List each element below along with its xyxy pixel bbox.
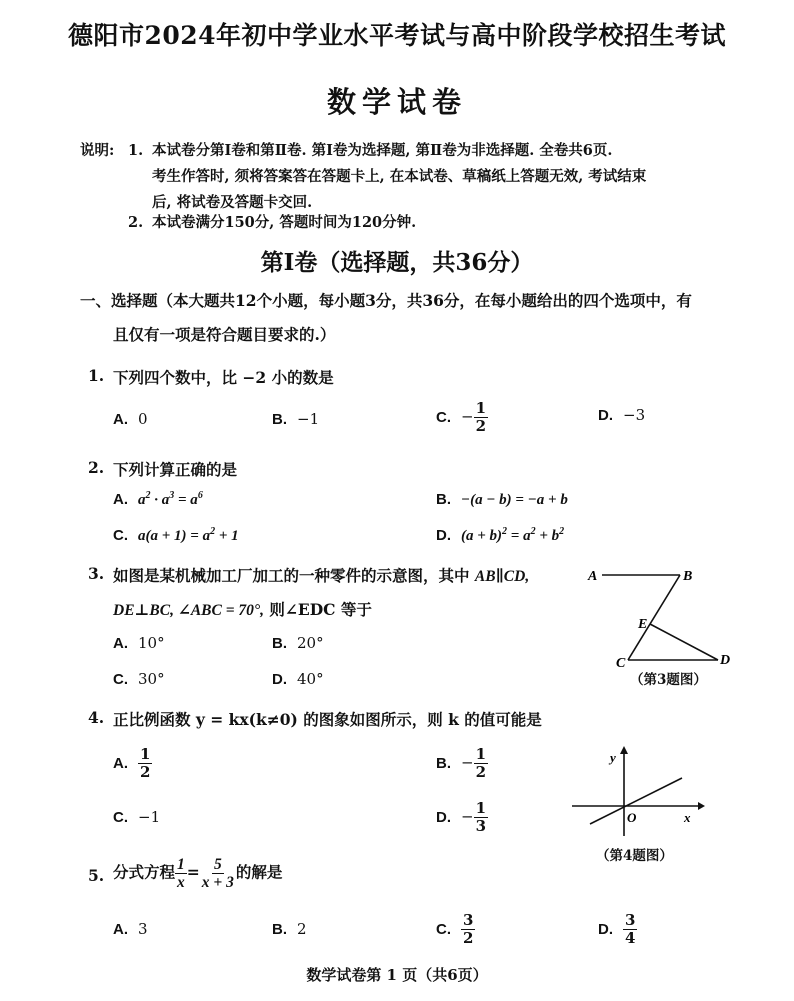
q4-figure-caption: （第4题图） (596, 848, 673, 864)
q4-x-arrow (698, 802, 705, 810)
q5-stem: 分式方程 $\frac{1}{x}$ = $\frac{5}{x + 3}$ 的解是 (113, 856, 283, 891)
q4-y-arrow (620, 746, 628, 754)
page-footer: 数学试卷第 1 页（共6页） (306, 966, 488, 984)
q4-number: 4. (88, 708, 105, 727)
notes-label: 说明: (80, 142, 115, 159)
section-heading-line2: 且仅有一项是符合题目要求的.） (113, 325, 336, 344)
q2-option-d: D. $(a + b)^2 = a^2 + b^2$ (436, 526, 565, 544)
notes-item1-num: 1. (128, 142, 144, 159)
q1-option-c: C. − $\frac{1}{2}$ (436, 399, 487, 435)
q3-stem-line1: 如图是某机械加工厂加工的一种零件的示意图，其中 AB∥CD, (113, 566, 530, 585)
q3-label-e: E (638, 617, 648, 632)
q4-label-origin: O (627, 810, 637, 825)
q5-number: 5. (88, 866, 105, 885)
q5-option-c: C. $\frac{3}{2}$ (436, 911, 474, 947)
q2-option-c: C. $a(a + 1) = a^2 + 1$ (113, 526, 239, 544)
q3-label-a: A (588, 569, 598, 584)
section-title: 第Ⅰ卷（选择题，共36分） (260, 249, 534, 276)
q3-label-b: B (683, 569, 693, 584)
notes-item1-line1: 本试卷分第Ⅰ卷和第Ⅱ卷. 第Ⅰ卷为选择题, 第Ⅱ卷为非选择题. 全卷共6页. (152, 142, 613, 159)
q3-option-b: B. 20° (272, 634, 324, 652)
q3-label-d: D (720, 653, 731, 668)
q5-option-a: A. 3 (113, 920, 148, 938)
q1-stem: 下列四个数中，比 −2 小的数是 (113, 368, 334, 387)
q2-option-b: B. −(a − b) = −a + b (436, 491, 568, 508)
q4-stem: 正比例函数 y = kx(k≠0) 的图象如图所示，则 k 的值可能是 (113, 710, 542, 729)
notes-item2-num: 2. (128, 214, 144, 231)
q2-stem: 下列计算正确的是 (113, 460, 238, 479)
section-heading-line1: 一、选择题（本大题共12个小题，每小题3分，共36分，在每小题给出的四个选项中，有 (80, 291, 692, 310)
q3-option-c: C. 30° (113, 670, 165, 688)
q3-option-a: A. 10° (113, 634, 165, 652)
q3-segment-de (650, 624, 718, 660)
q3-label-c: C (616, 656, 626, 671)
q2-option-a: A. $a^2 \cdot a^3 = a^6$ (113, 490, 203, 508)
q1-option-a: A. 0 (113, 410, 148, 428)
notes-item1-line3: 后, 将试卷及答题卡交回. (152, 194, 313, 211)
q4-label-x: x (684, 810, 691, 825)
q4-option-b: B. − $\frac{1}{2}$ (436, 745, 487, 781)
q3-figure-caption: （第3题图） (630, 672, 707, 688)
paper-subtitle: 数学试卷 (326, 85, 467, 119)
q2-number: 2. (88, 458, 105, 477)
q3-stem-line2: DE⊥BC, ∠ABC = 70°, 则∠EDC 等于 (113, 600, 372, 619)
q5-option-d: D. $\frac{3}{4}$ (598, 911, 636, 947)
exam-title: 德阳市2024年初中学业水平考试与高中阶段学校招生考试 (67, 21, 727, 50)
q4-option-d: D. − $\frac{1}{3}$ (436, 799, 487, 835)
q3-segment-bc (628, 575, 680, 660)
notes-item1-line2: 考生作答时, 须将答案答在答题卡上, 在本试卷、草稿纸上答题无效, 考试结束 (152, 168, 647, 185)
q3-option-d: D. 40° (272, 670, 324, 688)
q5-option-b: B. 2 (272, 920, 307, 938)
q1-number: 1. (88, 366, 105, 385)
q4-option-a: A. $\frac{1}{2}$ (113, 745, 151, 781)
notes-item2-line1: 本试卷满分150分, 答题时间为120分钟. (152, 214, 417, 231)
q4-label-y: y (610, 750, 616, 765)
q1-option-d: D. −3 (598, 406, 646, 424)
q3-number: 3. (88, 564, 105, 583)
q4-figure (570, 740, 710, 840)
q4-option-c: C. −1 (113, 808, 161, 826)
q1-option-b: B. −1 (272, 410, 320, 428)
